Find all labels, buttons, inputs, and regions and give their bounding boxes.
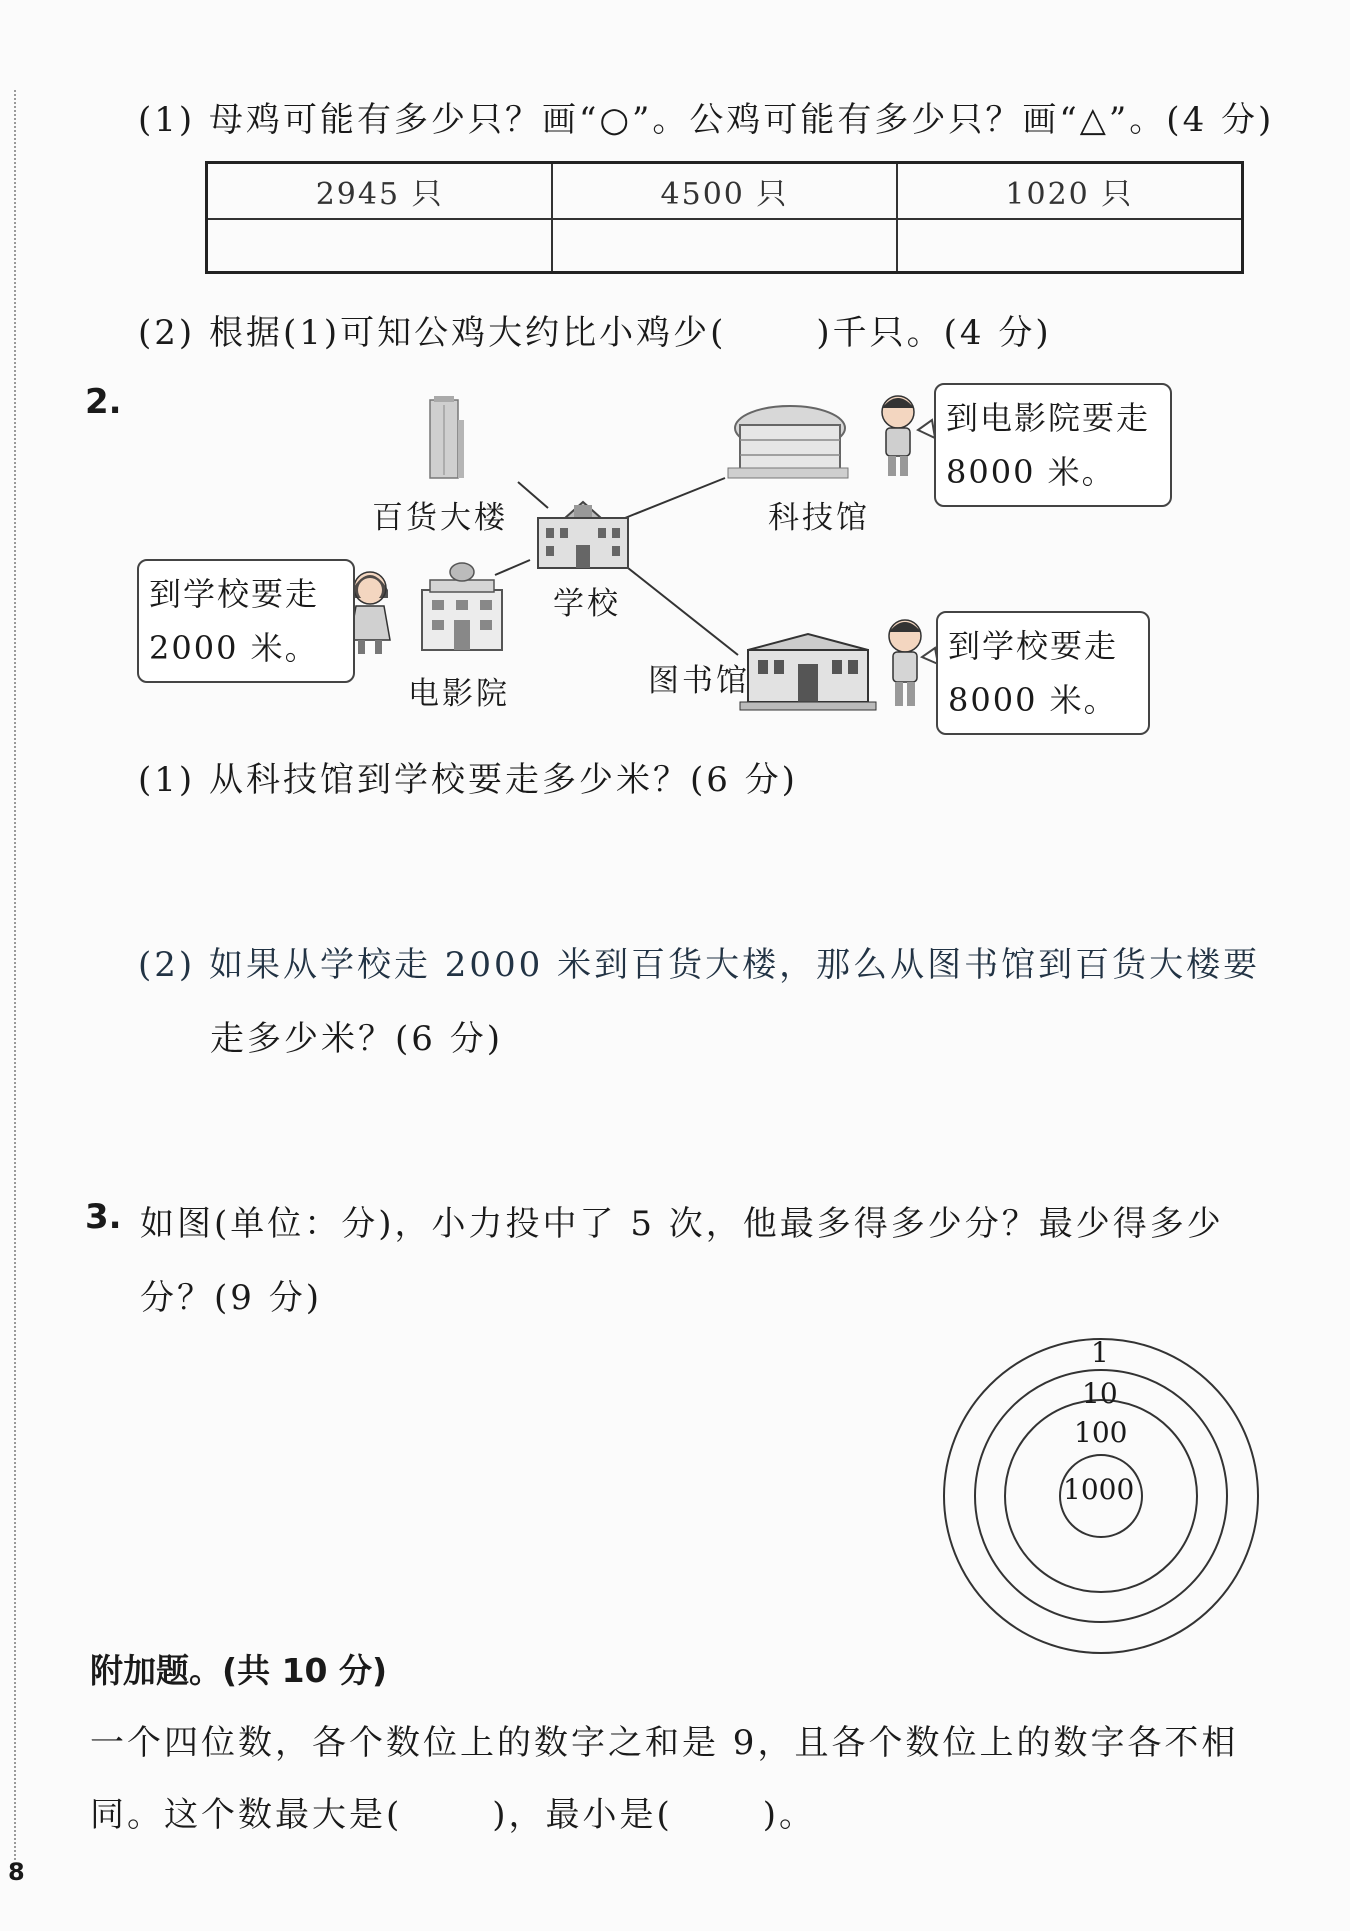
table-header-1020: 1020 只: [897, 163, 1243, 219]
school-building: [538, 502, 628, 568]
q2-number: 2.: [85, 382, 122, 422]
cinema-building: [422, 563, 502, 650]
q1-part2-suffix: )千只。(4 分): [816, 313, 1052, 353]
target-label-1000: 1000: [1063, 1473, 1135, 1506]
target-label-10: 10: [1082, 1377, 1118, 1410]
bonus-title: 附加题。(共 10 分): [90, 1651, 388, 1690]
label-cinema: 电影院: [408, 676, 510, 712]
table-header-4500: 4500 只: [552, 163, 896, 219]
bubble-line: 2000 米。: [149, 629, 319, 667]
label-school: 学校: [553, 586, 621, 622]
label-tech-museum: 科技馆: [768, 500, 870, 536]
bubble-line: 到电影院要走: [946, 399, 1151, 437]
bubble-line: 到学校要走: [149, 575, 320, 613]
target-label-100: 100: [1074, 1416, 1128, 1449]
bonus-line2-suffix: )。: [762, 1795, 817, 1835]
q2-part2-line2: 走多少米？(6 分): [210, 1019, 503, 1059]
bubble-line: 到学校要走: [948, 627, 1119, 665]
q3-line2: 分？(9 分): [140, 1278, 322, 1318]
q1-part2-prefix: (2) 根据(1)可知公鸡大约比小鸡少(: [138, 313, 727, 353]
bubble-line: 8000 米。: [946, 453, 1116, 491]
library-building: [740, 634, 876, 710]
bonus-line2: [90, 1787, 816, 1836]
label-department-store: 百货大楼: [372, 500, 508, 536]
target-label-1: 1: [1091, 1336, 1109, 1369]
table-header-2945: 2945 只: [207, 163, 553, 219]
speech-bubble-library: [936, 611, 1150, 735]
q2-part2-line1: (2) 如果从学校走 2000 米到百货大楼，那么从图书馆到百货大楼要: [138, 945, 1261, 985]
speech-bubble-tech: [934, 383, 1172, 507]
q3-number: 3.: [85, 1197, 122, 1237]
speech-bubble-cinema: [137, 559, 355, 683]
q1-part1-text: (1) 母鸡可能有多少只？画“○”。公鸡可能有多少只？画“△”。(4 分): [138, 100, 1275, 140]
boy-figure: [889, 620, 921, 706]
bonus-line2-prefix: 同。这个数最大是(: [90, 1795, 403, 1835]
page-number: 8: [8, 1858, 25, 1886]
bonus-line2-middle: )，最小是(: [492, 1795, 673, 1835]
q2-part1-text: (1) 从科技馆到学校要走多少米？(6 分): [138, 760, 798, 800]
label-library: 图书馆: [648, 663, 750, 699]
bonus-line1: 一个四位数，各个数位上的数字之和是 9，且各个数位上的数字各不相: [90, 1723, 1239, 1763]
department-store-building: [430, 396, 464, 478]
boy-figure: [882, 396, 914, 476]
q3-line1: 如图(单位：分)，小力投中了 5 次，他最多得多少分？最少得多少: [140, 1204, 1224, 1244]
bubble-line: 8000 米。: [948, 681, 1118, 719]
tech-museum-building: [728, 406, 848, 478]
girl-figure: [350, 572, 390, 654]
